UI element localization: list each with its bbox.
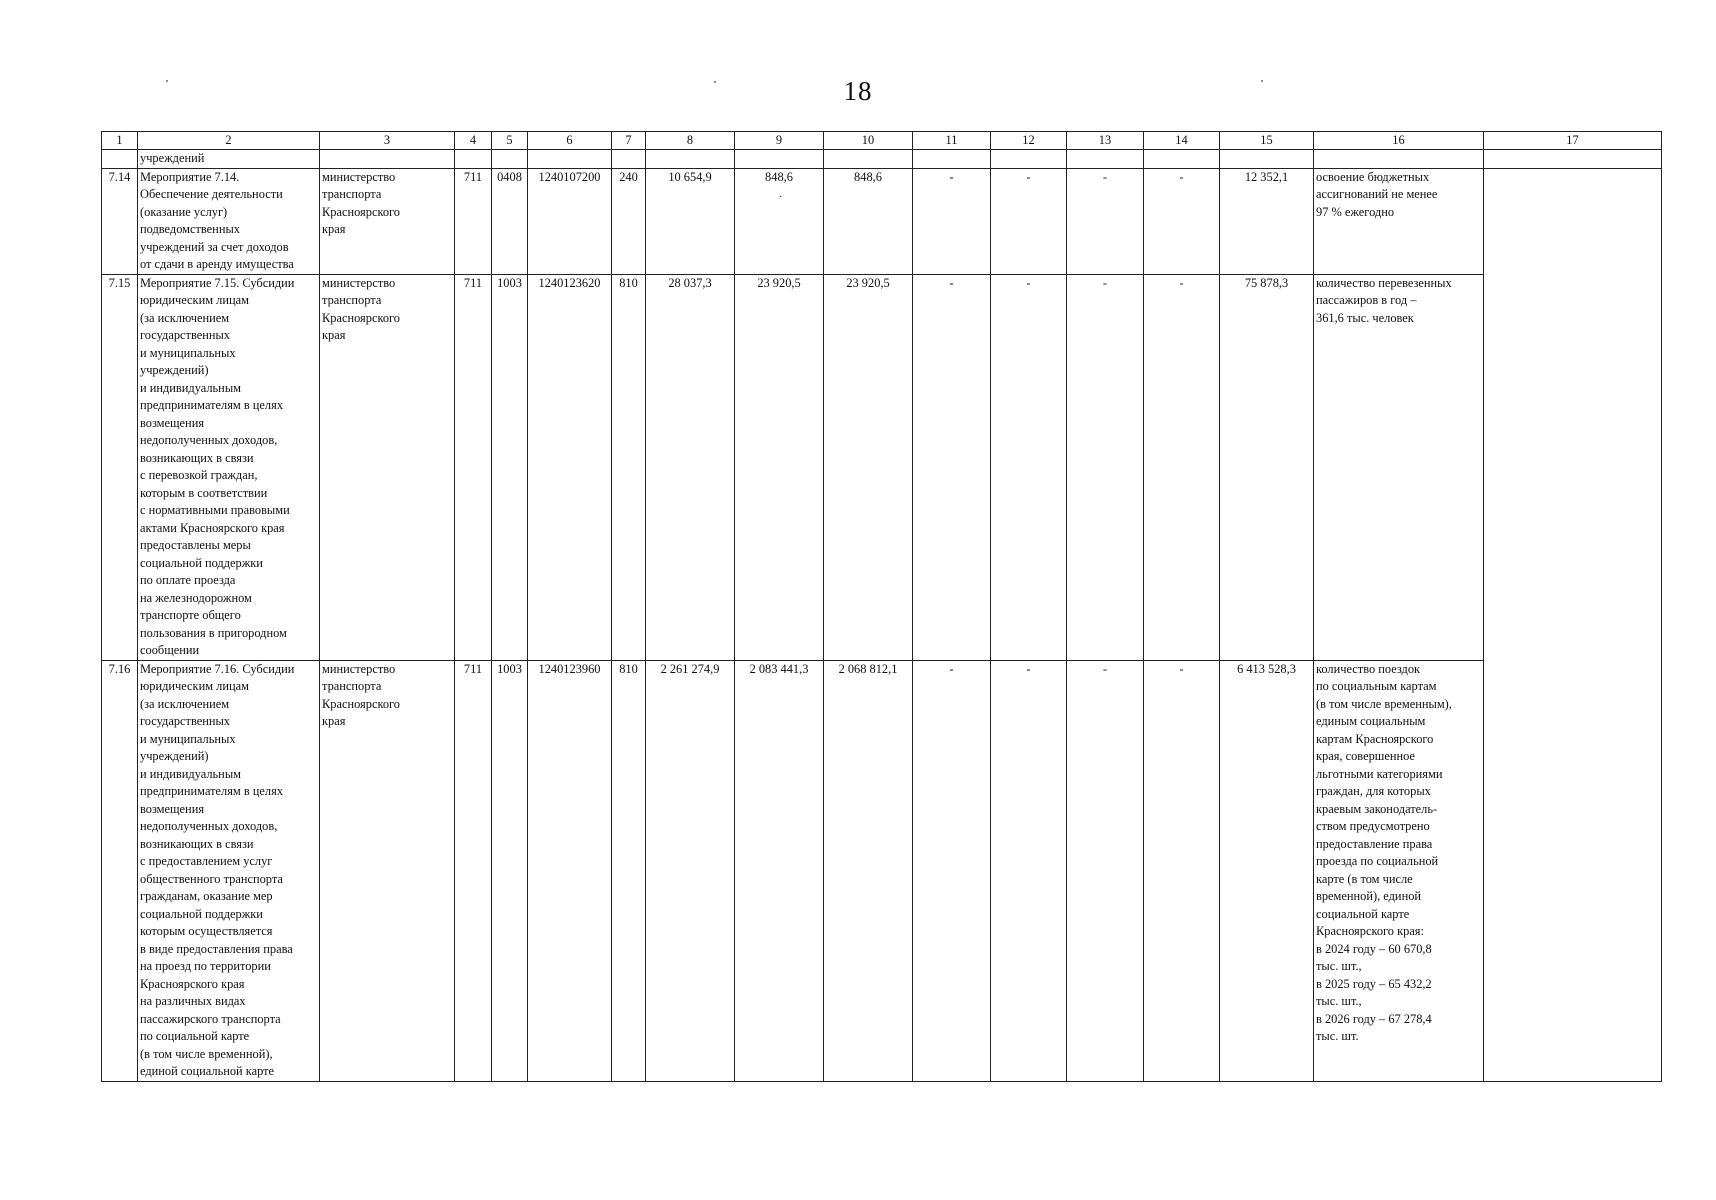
cell-empty	[492, 150, 528, 169]
amount-col13: -	[1067, 660, 1144, 1081]
executor: министерство транспорта Красноярского края	[320, 274, 455, 660]
cell-empty	[1484, 150, 1662, 169]
amount-col13: -	[1067, 168, 1144, 274]
cell-empty	[991, 150, 1067, 169]
cell-empty	[455, 150, 492, 169]
amount-col9: 2 083 441,3	[735, 660, 824, 1081]
vr-code: 810	[612, 660, 646, 1081]
column-number: 10	[824, 132, 913, 150]
amount-col11: -	[913, 168, 991, 274]
column-17-cell	[1484, 168, 1662, 1081]
column-number: 12	[991, 132, 1067, 150]
cell-empty	[1144, 150, 1220, 169]
row-number: 7.14	[102, 168, 138, 274]
column-number: 1	[102, 132, 138, 150]
amount-col8: 10 654,9	[646, 168, 735, 274]
cell-empty	[913, 150, 991, 169]
page-number: 18	[843, 76, 873, 106]
grbs-code: 711	[455, 168, 492, 274]
column-number: 3	[320, 132, 455, 150]
scan-dot: ·	[779, 191, 783, 203]
table-row	[102, 660, 1662, 1081]
amount-col14: -	[1144, 168, 1220, 274]
amount-total: 6 413 528,3	[1220, 660, 1314, 1081]
amount-col11: -	[913, 660, 991, 1081]
column-number: 13	[1067, 132, 1144, 150]
grbs-code: 711	[455, 660, 492, 1081]
scan-speck	[1261, 80, 1263, 82]
continuation-row	[102, 150, 1662, 169]
amount-col10: 2 068 812,1	[824, 660, 913, 1081]
column-number: 11	[913, 132, 991, 150]
amount-col12: -	[991, 168, 1067, 274]
amount-col9-value: 848,6	[765, 169, 793, 184]
cell-empty	[1067, 150, 1144, 169]
cell-empty	[824, 150, 913, 169]
expected-result: освоение бюджетных ассигнований не менее 97 % ежегодно	[1314, 168, 1484, 274]
measure-name: Мероприятие 7.15. Субсидии юридическим лицам (за исключением государственных и муниципальных учреждений) и индивидуальным предпринимателям в целях возмещения недополученных доходов, возникающих в связи с перевозкой граждан, которым в соответствии с нормативными правовыми актами Красноярского края предоставлены меры социальной поддержки по оплате проезда на железнодорожном транспорте общего пользования в пригородном сообщении	[138, 274, 320, 660]
amount-col8: 28 037,3	[646, 274, 735, 660]
amount-col10: 23 920,5	[824, 274, 913, 660]
csr-code: 1240123620	[528, 274, 612, 660]
amount-col9: 23 920,5	[735, 274, 824, 660]
column-number: 9	[735, 132, 824, 150]
executor: министерство транспорта Красноярского края	[320, 660, 455, 1081]
amount-col13: -	[1067, 274, 1144, 660]
csr-code: 1240107200	[528, 168, 612, 274]
expected-result: количество поездок по социальным картам (в том числе временным), единым социальным картам Красноярского края, совершенное льготными категориями граждан, для которых краевым законодатель- ством предусмотрено предоставление права проезда по социальной карте (в том числе временной), единой социальной карте Красноярского края: в 2024 году – 60 670,8 тыс. шт., в 2025 году – 65 432,2 тыс. шт., в 2026 году – 67 278,4 тыс. шт.	[1314, 660, 1484, 1081]
cell-empty	[102, 150, 138, 169]
rzpr-code: 1003	[492, 660, 528, 1081]
amount-col12: -	[991, 660, 1067, 1081]
column-number: 16	[1314, 132, 1484, 150]
program-measures-table	[101, 131, 1662, 1082]
amount-total: 12 352,1	[1220, 168, 1314, 274]
column-number: 14	[1144, 132, 1220, 150]
cell-empty	[646, 150, 735, 169]
column-number: 2	[138, 132, 320, 150]
column-number: 7	[612, 132, 646, 150]
amount-col8: 2 261 274,9	[646, 660, 735, 1081]
cell-empty	[320, 150, 455, 169]
amount-col14: -	[1144, 274, 1220, 660]
measure-name: Мероприятие 7.16. Субсидии юридическим лицам (за исключением государственных и муниципальных учреждений) и индивидуальным предпринимателям в целях возмещения недополученных доходов, возникающих в связи с предоставлением услуг общественного транспорта гражданам, оказание мер социальной поддержки которым осуществляется в виде предоставления права на проезд по территории Красноярского края на различных видах пассажирского транспорта по социальной карте (в том числе временной), единой социальной карте	[138, 660, 320, 1081]
amount-total: 75 878,3	[1220, 274, 1314, 660]
cell-empty	[528, 150, 612, 169]
cell-empty	[612, 150, 646, 169]
amount-col10: 848,6	[824, 168, 913, 274]
cell-empty	[735, 150, 824, 169]
vr-code: 240	[612, 168, 646, 274]
column-number: 8	[646, 132, 735, 150]
scan-speck	[714, 81, 716, 83]
column-number: 6	[528, 132, 612, 150]
table-row	[102, 168, 1662, 274]
cell-empty	[1314, 150, 1484, 169]
continuation-text: учреждений	[138, 150, 320, 169]
rzpr-code: 0408	[492, 168, 528, 274]
vr-code: 810	[612, 274, 646, 660]
row-number: 7.15	[102, 274, 138, 660]
scan-speck	[166, 80, 168, 82]
column-number: 15	[1220, 132, 1314, 150]
amount-col14: -	[1144, 660, 1220, 1081]
column-number-row	[102, 132, 1662, 150]
executor: министерство транспорта Красноярского края	[320, 168, 455, 274]
amount-col9	[735, 168, 824, 274]
expected-result: количество перевезенных пассажиров в год – 361,6 тыс. человек	[1314, 274, 1484, 660]
csr-code: 1240123960	[528, 660, 612, 1081]
column-number: 17	[1484, 132, 1662, 150]
cell-empty	[1220, 150, 1314, 169]
amount-col12: -	[991, 274, 1067, 660]
rzpr-code: 1003	[492, 274, 528, 660]
column-number: 4	[455, 132, 492, 150]
table-row	[102, 274, 1662, 660]
measure-name: Мероприятие 7.14. Обеспечение деятельности (оказание услуг) подведомственных учреждений за счет доходов от сдачи в аренду имущества	[138, 168, 320, 274]
column-number: 5	[492, 132, 528, 150]
amount-col11: -	[913, 274, 991, 660]
row-number: 7.16	[102, 660, 138, 1081]
grbs-code: 711	[455, 274, 492, 660]
